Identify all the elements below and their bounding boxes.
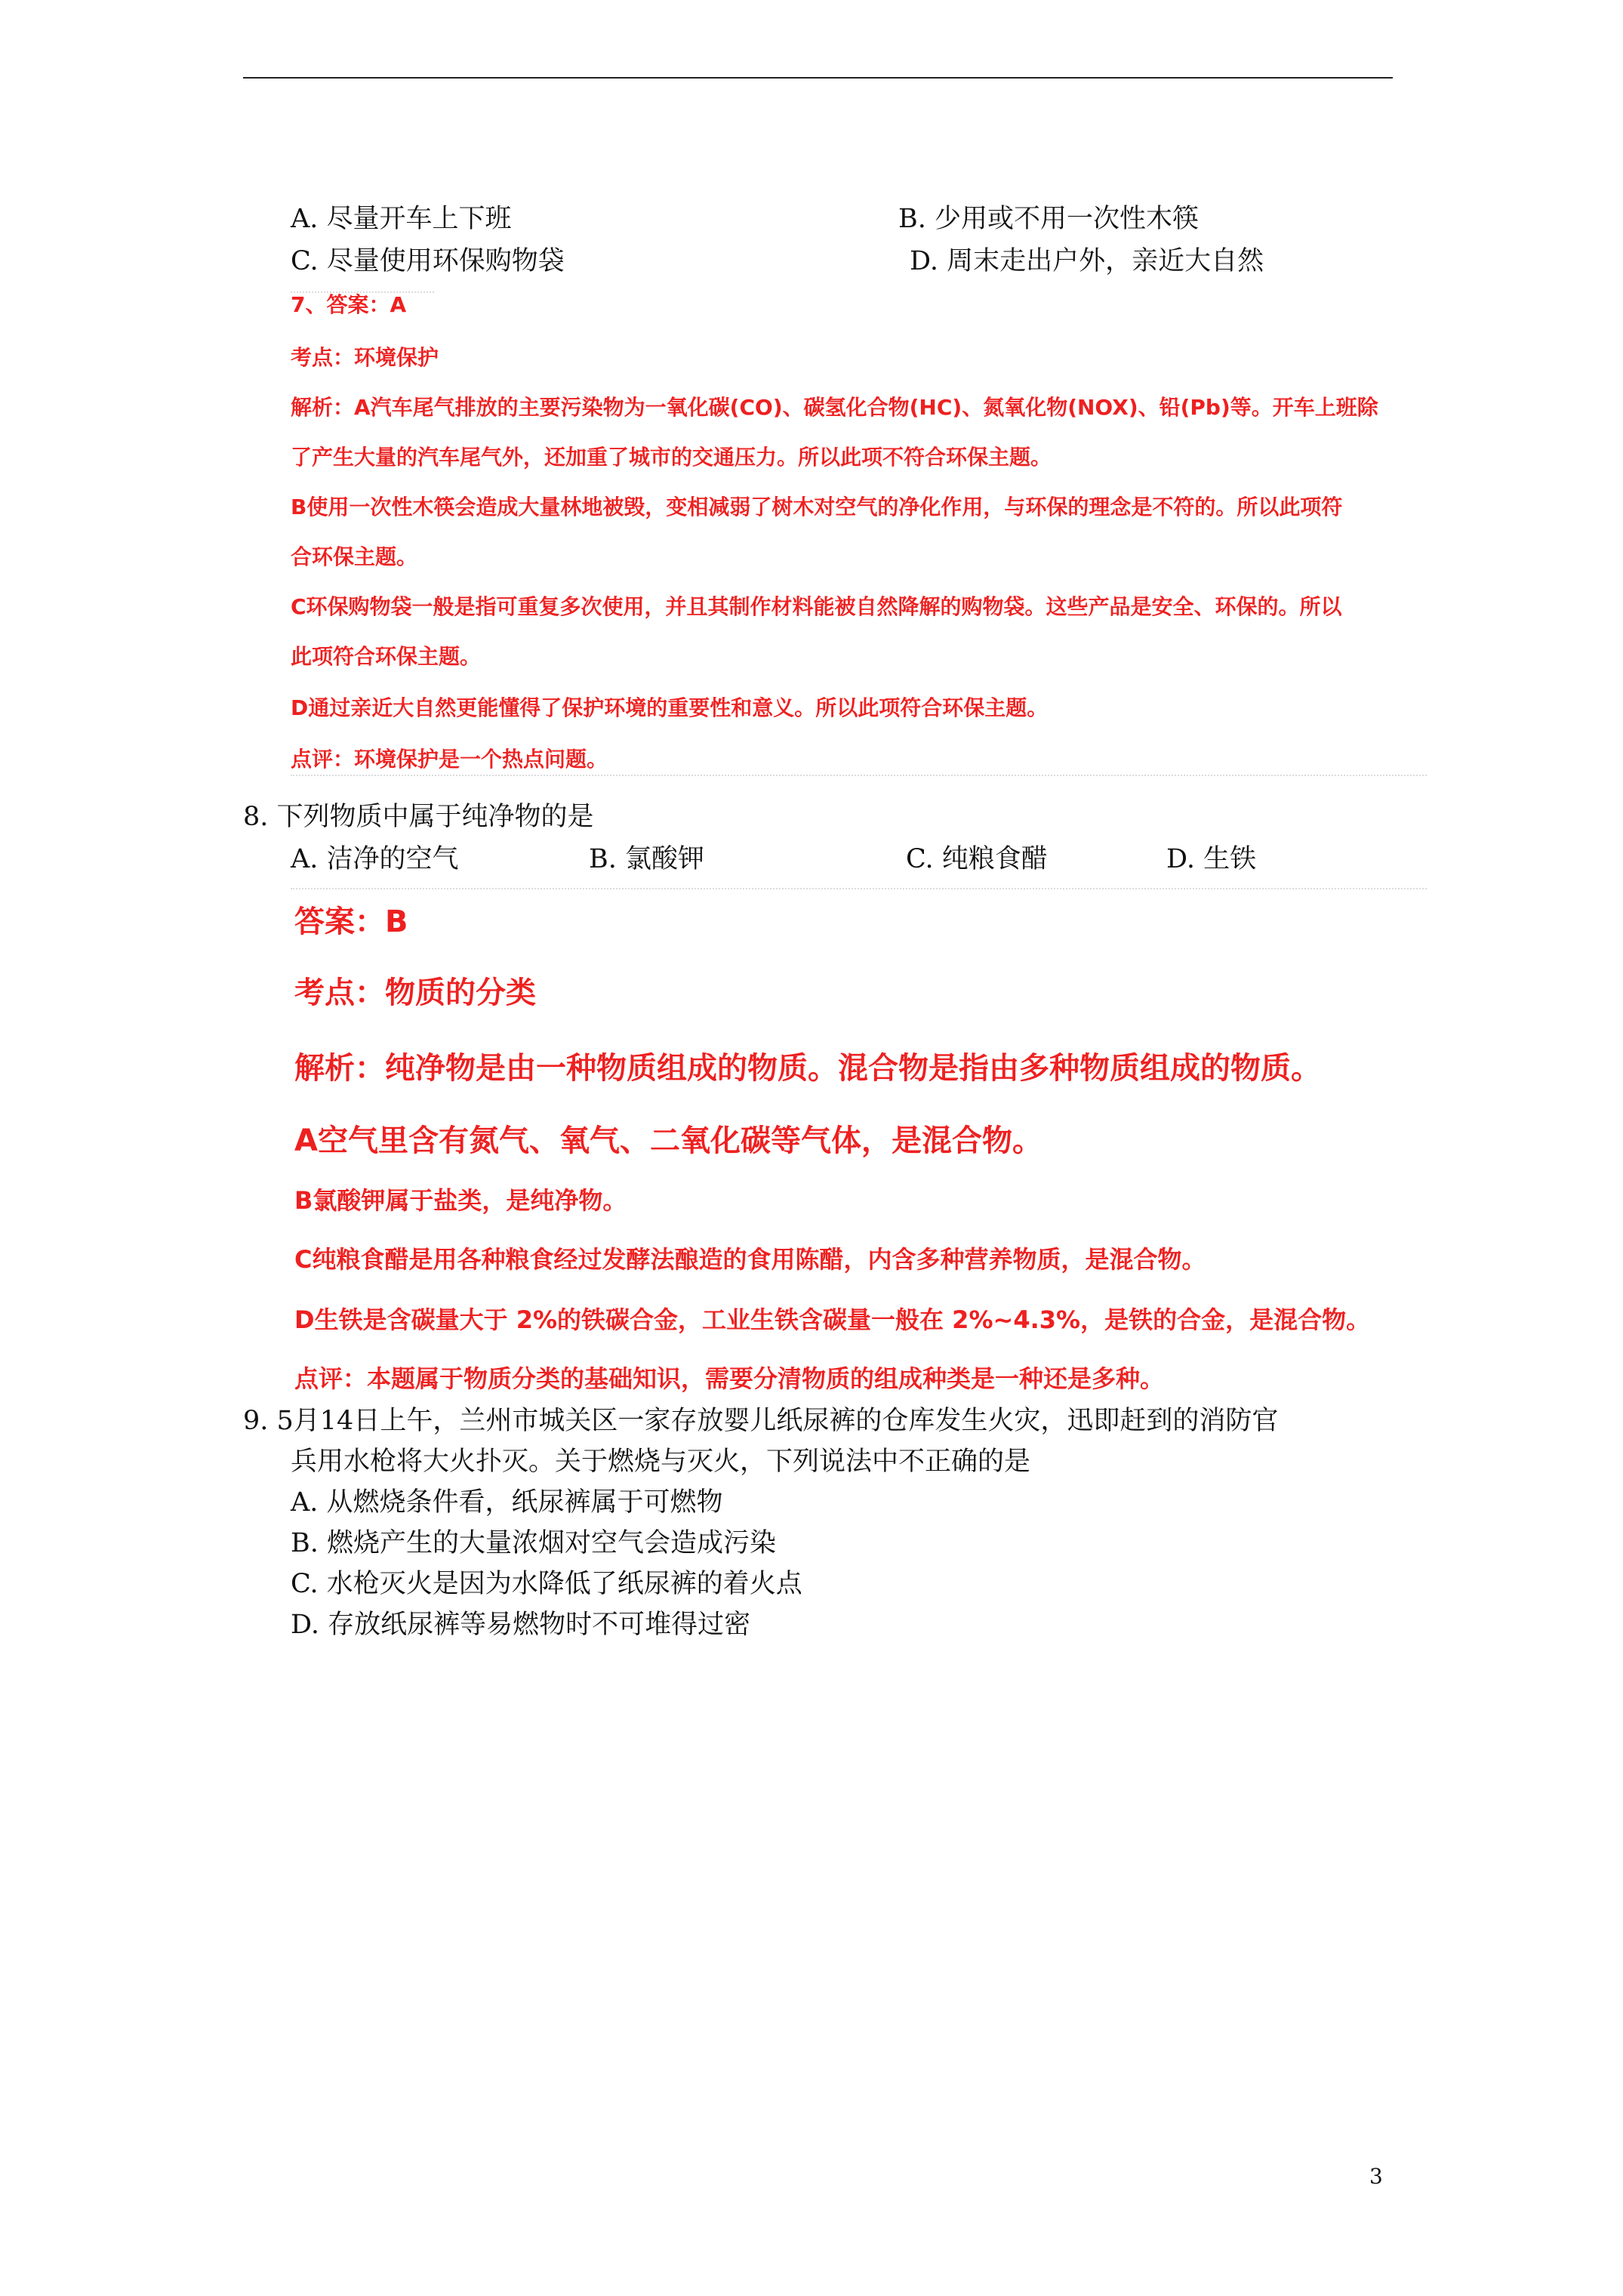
q7-topic: 考点：环境保护	[291, 345, 439, 370]
q8-explain-d: D生铁是含碳量大于 2%的铁碳合金，工业生铁含碳量一般在 2%~4.3%，是铁的合金，是混合物。	[294, 1305, 1371, 1334]
header-rule	[243, 77, 1393, 79]
q8-explain-b: B氯酸钾属于盐类，是纯净物。	[294, 1186, 627, 1215]
q8-option-d: D. 生铁	[1166, 844, 1257, 874]
q8-answer: 答案：B	[294, 905, 408, 939]
q9-stem-line-1: 9. 5月14日上午，兰州市城关区一家存放婴儿纸尿裤的仓库发生火灾，迅即赶到的消防官	[243, 1406, 1279, 1436]
page-number: 3	[1369, 2164, 1383, 2189]
q7-option-a: A. 尽量开车上下班	[291, 204, 512, 234]
q7-comment: 点评：环境保护是一个热点问题。	[291, 747, 608, 772]
q7-option-d: D. 周末走出户外，亲近大自然	[910, 246, 1264, 276]
q7-explain-b-line-2: 合环保主题。	[291, 544, 418, 569]
q7-analysis-line-2: 了产生大量的汽车尾气外，还加重了城市的交通压力。所以此项不符合环保主题。	[291, 445, 1052, 470]
q8-comment: 点评：本题属于物质分类的基础知识，需要分清物质的组成种类是一种还是多种。	[294, 1364, 1165, 1393]
q8-stem: 8. 下列物质中属于纯净物的是	[243, 802, 594, 832]
q8-option-c: C. 纯粮食醋	[906, 844, 1048, 874]
q7-explain-c-line-2: 此项符合环保主题。	[291, 644, 482, 669]
q8-option-a: A. 洁净的空气	[291, 844, 459, 874]
q7-explain-c-line-1: C环保购物袋一般是指可重复多次使用，并且其制作材料能被自然降解的购物袋。这些产品是安全、环保的。所以	[291, 594, 1342, 619]
q8-explain-c: C纯粮食醋是用各种粮食经过发酵法酿造的食用陈醋，内含多种营养物质，是混合物。	[294, 1245, 1206, 1274]
q8-explanation-top-border	[291, 888, 1427, 889]
q7-analysis-line-1: 解析：A汽车尾气排放的主要污染物为一氧化碳(CO)、碳氢化合物(HC)、氮氧化物(NOX)、铅(Pb)等。开车上班除	[291, 395, 1378, 420]
q7-option-c: C. 尽量使用环保购物袋	[291, 246, 565, 276]
q8-analysis: 解析：纯净物是由一种物质组成的物质。混合物是指由多种物质组成的物质。	[294, 1051, 1321, 1086]
q9-option-c: C. 水枪灭火是因为水降低了纸尿裤的着火点	[291, 1569, 802, 1599]
q8-topic: 考点：物质的分类	[294, 975, 536, 1010]
q9-option-d: D. 存放纸尿裤等易燃物时不可堆得过密	[291, 1610, 751, 1640]
q8-option-b: B. 氯酸钾	[589, 844, 704, 874]
q7-explain-d: D通过亲近大自然更能懂得了保护环境的重要性和意义。所以此项符合环保主题。	[291, 695, 1049, 720]
q7-explain-b-line-1: B使用一次性木筷会造成大量林地被毁，变相减弱了树木对空气的净化作用，与环保的理念是不符的。所以此项符	[291, 495, 1343, 519]
q9-option-b: B. 燃烧产生的大量浓烟对空气会造成污染	[291, 1528, 776, 1558]
q7-explanation-bottom-border	[291, 775, 1427, 776]
q7-option-b: B. 少用或不用一次性木筷	[898, 204, 1199, 234]
q7-answer: 7、答案：A	[291, 292, 407, 317]
q9-option-a: A. 从燃烧条件看，纸尿裤属于可燃物	[291, 1487, 723, 1518]
q9-stem-line-2: 兵用水枪将大火扑灭。关于燃烧与灭火，下列说法中不正确的是	[291, 1447, 1031, 1477]
q8-explain-a: A空气里含有氮气、氧气、二氧化碳等气体，是混合物。	[294, 1123, 1042, 1158]
